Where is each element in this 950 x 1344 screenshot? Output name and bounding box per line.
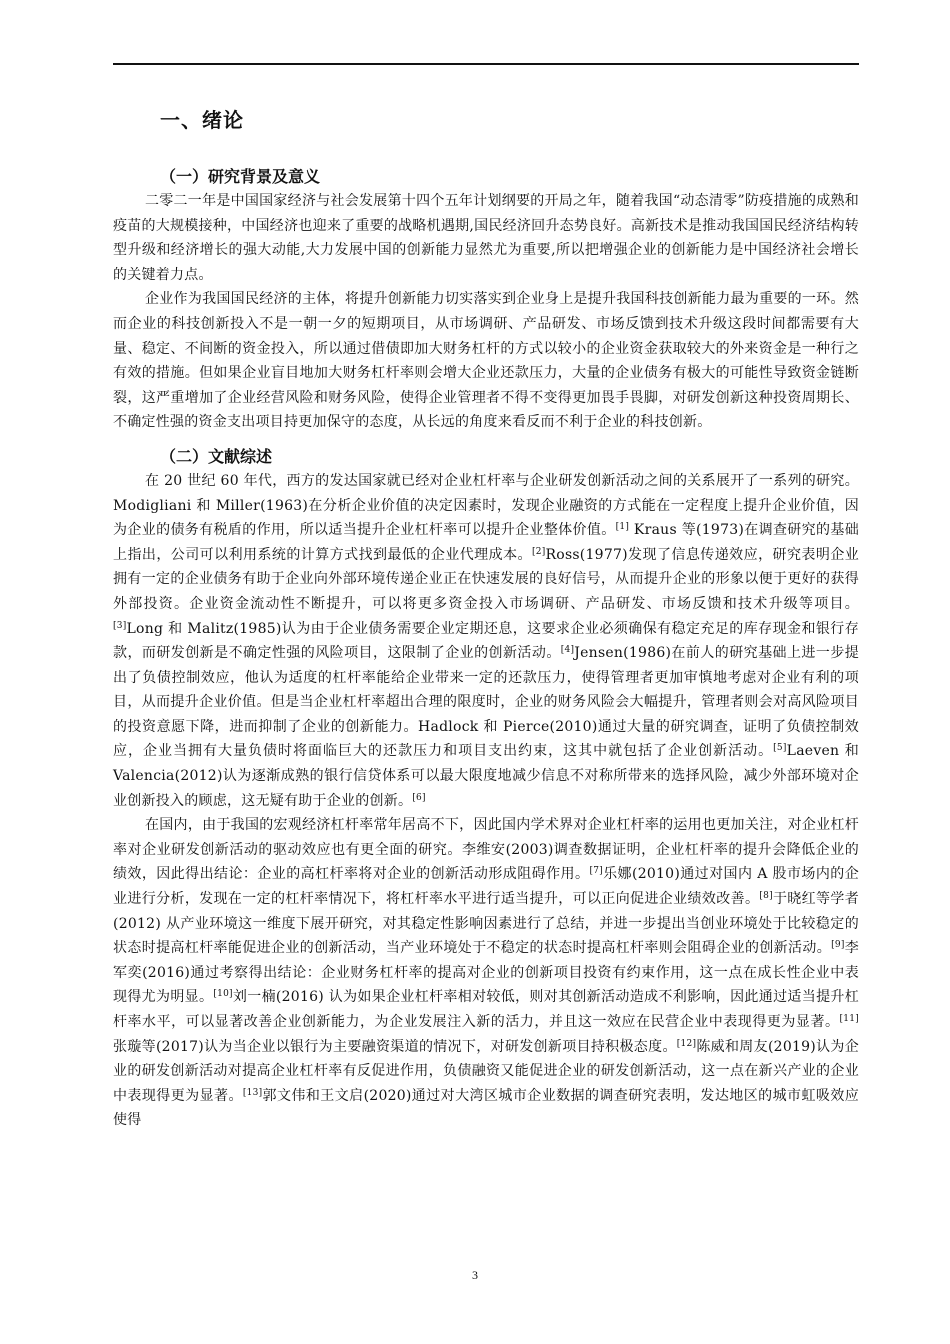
section-literature-body bbox=[113, 469, 859, 1133]
paragraph-text: 乐娜(2010)通过对国内 A 股市场内的企业进行分析，发现在一定的杠杆率情况下，将杠杆率水平进行适当提升，可以正向促进企业绩效改善。 bbox=[113, 866, 859, 908]
paragraph-text: 企业作为我国国民经济的主体，将提升创新能力切实落实到企业身上是提升我国科技创新能力最为重要的一环。然而企业的科技创新投入不是一朝一夕的短期项目，从市场调研、产品研发、市场反馈到技术升级这段时间都需要有大量、稳定、不间断的资金投入，所以通过借债即加大财务杠杆的方式以较小的企业资金获取较大的外来资金是一种行之有效的措施。但如果企业盲目地加大财务杠杆率则会增大企业还款压力，大量的企业债务有极大的可能性导致资金链断裂，这严重增加了企业经营风险和财务风险，使得企业管理者不得不变得更加畏手畏脚，对研发创新这种投资周期长、不确定性强的资金支出项目持更加保守的态度，从长远的角度来看反而不利于企业的科技创新。 bbox=[113, 291, 859, 431]
paragraph-text: Ross(1977)发现了信息传递效应，研究表明企业拥有一定的企业债务有助于企业向外部环境传递企业正在快速发展的良好信号，从而提升企业的形象以便于更好的获得外部投资。企业资金流动性不断提升，可以将更多资金投入市场调研、产品研发、市场反馈和技术升级等项目。 bbox=[113, 546, 860, 612]
citation-marker: [8] bbox=[759, 891, 773, 902]
citation-marker: [11] bbox=[839, 1014, 859, 1024]
citation-marker: [3] bbox=[113, 620, 127, 631]
paragraph-text: 陈威和周友(2019)认为企业的研发创新活动对提高企业杠杆率有反促进作用，负债融资又能促进企业的研发创新活动，这一点在新兴产业的企业中表现得更为显著。 bbox=[113, 1038, 859, 1104]
paragraph-text: 刘一楠(2016) 认为如果企业杠杆率相对较低，则对其创新活动造成不利影响，因此通过适当提升杠杆率水平，可以显著改善企业创新能力，为企业发展注入新的活力，并且这一效应在民营企业中表现得更为显著。 bbox=[113, 989, 859, 1030]
paragraph-text: 于晓红等学者(2012) 从产业环境这一维度下展开研究，对其稳定性影响因素进行了总结，并进一步提出当创业环境处于比较稳定的状态时提高杠杆率能促进企业的创新活动，当产业环境处于不稳定的状态时提高杠杆率则会阻碍企业的创新活动。 bbox=[113, 891, 860, 957]
section-heading-background: （一）研究背景及意义 bbox=[160, 167, 321, 186]
paragraph bbox=[113, 469, 859, 813]
paragraph bbox=[113, 813, 859, 1133]
page-body bbox=[113, 104, 859, 1133]
header-rule bbox=[113, 63, 859, 65]
paragraph-text: 张璇等(2017)认为当企业以银行为主要融资渠道的情况下，对研发创新项目持积极态度。 bbox=[113, 1038, 677, 1055]
paragraph-text: 李军奕(2016)通过考察得出结论：企业财务杠杆率的提高对企业的创新项目投资有约束作用，这一点在成长性企业中表现得尤为明显。 bbox=[113, 940, 860, 1006]
citation-marker: [5] bbox=[773, 743, 787, 754]
paragraph-text: 在国内，由于我国的宏观经济杠杆率常年居高不下，因此国内学术界对企业杠杆率的运用也更加关注，对企业杠杆率对企业研发创新活动的驱动效应也有更全面的研究。李维安(2003)调查数据证明，企业杠杆率的提升会降低企业的绩效，因此得出结论：企业的高杠杆率将对企业的创新活动形成阻碍作用。 bbox=[113, 817, 859, 883]
citation-marker: [4] bbox=[560, 645, 575, 656]
section-heading-literature-review: （二）文献综述 bbox=[160, 446, 273, 466]
section-background-body bbox=[113, 189, 859, 435]
paragraph-text: 在 20 世纪 60 年代，西方的发达国家就已经对企业杠杆率与企业研发创新活动之间的关系展开了一系列的研究。Modigliani 和 Miller(1963)在分析企业价值的决定因素时，发现企业融资的方式能在一定程度上提升企业价值，因为企业的债务有税盾的作用，所以适当提升企业杠杆率可以提升企业整体价值。 bbox=[113, 472, 859, 539]
citation-marker: [2] bbox=[531, 546, 546, 557]
citation-marker: [7] bbox=[589, 866, 603, 877]
citation-marker: [6] bbox=[412, 792, 426, 803]
citation-marker: [1] bbox=[615, 522, 630, 533]
citation-marker: [12] bbox=[676, 1038, 697, 1049]
paragraph-text: Kraus 等(1973)在调查研究的基础上指出，公司可以利用系统的计算方式找到最低的企业代理成本。 bbox=[113, 522, 859, 563]
paragraph-text: 二零二一年是中国国家经济与社会发展第十四个五年计划纲要的开局之年，随着我国“动态清零”防疫措施的成熟和疫苗的大规模接种，中国经济也迎来了重要的战略机遇期,国民经济回升态势良好。高新技术是推动我国国民经济结构转型升级和经济增长的强大动能,大力发展中国的创新能力显然尤为重要,所以把增强企业的创新能力是中国经济社会增长的关键着力点。 bbox=[113, 193, 859, 283]
citation-marker: [9] bbox=[831, 940, 845, 951]
paragraph-text: 郭文伟和王文启(2020)通过对大湾区城市企业数据的调查研究表明，发达地区的城市虹吸效应使得 bbox=[113, 1087, 859, 1129]
chapter-title: 一、绪论 bbox=[160, 108, 244, 132]
paragraph bbox=[113, 189, 859, 287]
paragraph bbox=[113, 287, 859, 435]
citation-marker: [13] bbox=[242, 1087, 263, 1098]
citation-marker: [10] bbox=[213, 989, 233, 1000]
page-number: 3 bbox=[472, 1268, 478, 1282]
paragraph-text: Long 和 Malitz(1985)认为由于企业债务需要企业定期还息，这要求企业必须确保有稳定充足的库存现金和银行存款，而研发创新是不确定性强的风险项目，这限制了企业的创新活动。 bbox=[113, 620, 859, 662]
paragraph-text: Jensen(1986)在前人的研究基础上进一步提出了负债控制效应，他认为适度的杠杆率能给企业带来一定的还款压力，使得管理者更加审慎地考虑对企业有利的项目，从而提升企业价值。但是当企业杠杆率超出合理的限度时，企业的财务风险会大幅提升，管理者则会对高风险项目的投资意愿下降，进而抑制了企业的创新能力。Hadlock 和 Pierce(2010)通过大量的研究调查，证明了负债控制效应，企业当拥有大量负债时将面临巨大的还款压力和项目支出约束，这其中就包括了企业创新活动。 bbox=[113, 645, 860, 760]
paragraph-text: Laeven 和 Valencia(2012)认为逐渐成熟的银行信贷体系可以最大限度地减少信息不对称所带来的选择风险，减少外部环境对企业创新投入的顾虑，这无疑有助于企业的创新。 bbox=[113, 743, 859, 809]
